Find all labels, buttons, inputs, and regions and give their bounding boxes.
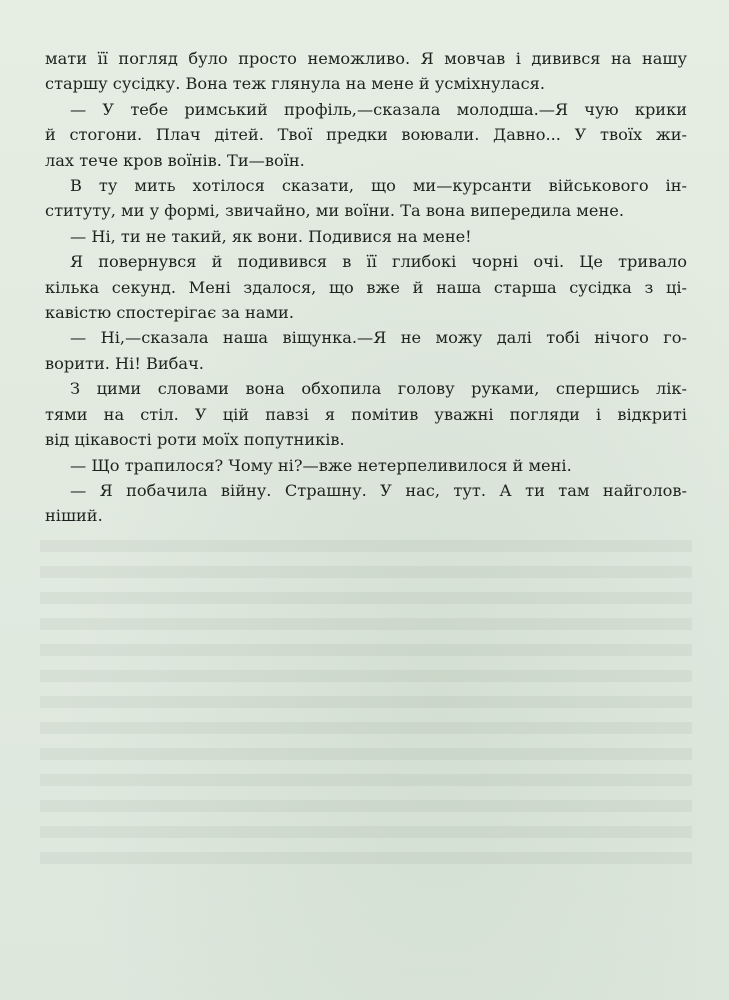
text-line: від цікавості роти моїх попутників. [45,430,345,450]
text-line: й стогони. Плач дітей. Твої предки воювали. Давно... У твоїх жи- [45,125,687,145]
paragraph-p4 [45,224,687,249]
text-line: — Ні, ти не такий, як вони. Подивися на мене! [70,226,472,246]
paragraph-p6 [45,325,687,376]
text-line: ворити. Ні! Вибач. [45,353,204,373]
paragraph-p2 [45,97,687,173]
paragraph-p3 [45,173,687,224]
paragraph-p8 [45,453,687,478]
text-line: тями на стіл. У цій павзі я помітив уважні погляди і відкриті [45,404,687,424]
text-line: — Я побачила війну. Страшну. У нас, тут. А ти там найголов- [70,480,687,500]
text-line: — Ні,—сказала наша віщунка.—Я не можу далі тобі нічого го- [70,328,687,348]
text-line: мати її погляд було просто неможливо. Я мовчав і дивився на нашу [45,49,687,68]
paragraph-p9 [45,478,687,529]
text-line: — У тебе римський профіль,—сказала молодша.—Я чую крики [70,99,687,119]
reverse-side-show-through [40,540,692,870]
text-line: лах тече кров воїнів. Ти—воїн. [45,150,305,170]
paragraph-p7 [45,376,687,452]
paragraph-p1 [45,46,687,97]
text-line: З цими словами вона обхопила голову руками, спершись лік- [70,379,687,399]
text-line: ституту, ми у формі, звичайно, ми воїни. Та вона випередила мене. [45,201,624,221]
text-line: старшу сусідку. Вона теж глянула на мене й усміхнулася. [45,74,546,94]
text-line: кілька секунд. Мені здалося, що вже й наша старша сусідка з ці- [45,277,687,297]
text-line: кавістю спостерігає за нами. [45,303,294,323]
page-text [45,46,687,529]
text-line: В ту мить хотілося сказати, що ми—курсанти військового ін- [70,176,687,196]
text-line: ніший. [45,506,103,526]
paragraph-p5 [45,249,687,325]
text-line: Я повернувся й подивився в її глибокі чорні очі. Це тривало [70,252,687,272]
text-line: — Що трапилося? Чому ні?—вже нетерпеливилося й мені. [70,455,572,475]
